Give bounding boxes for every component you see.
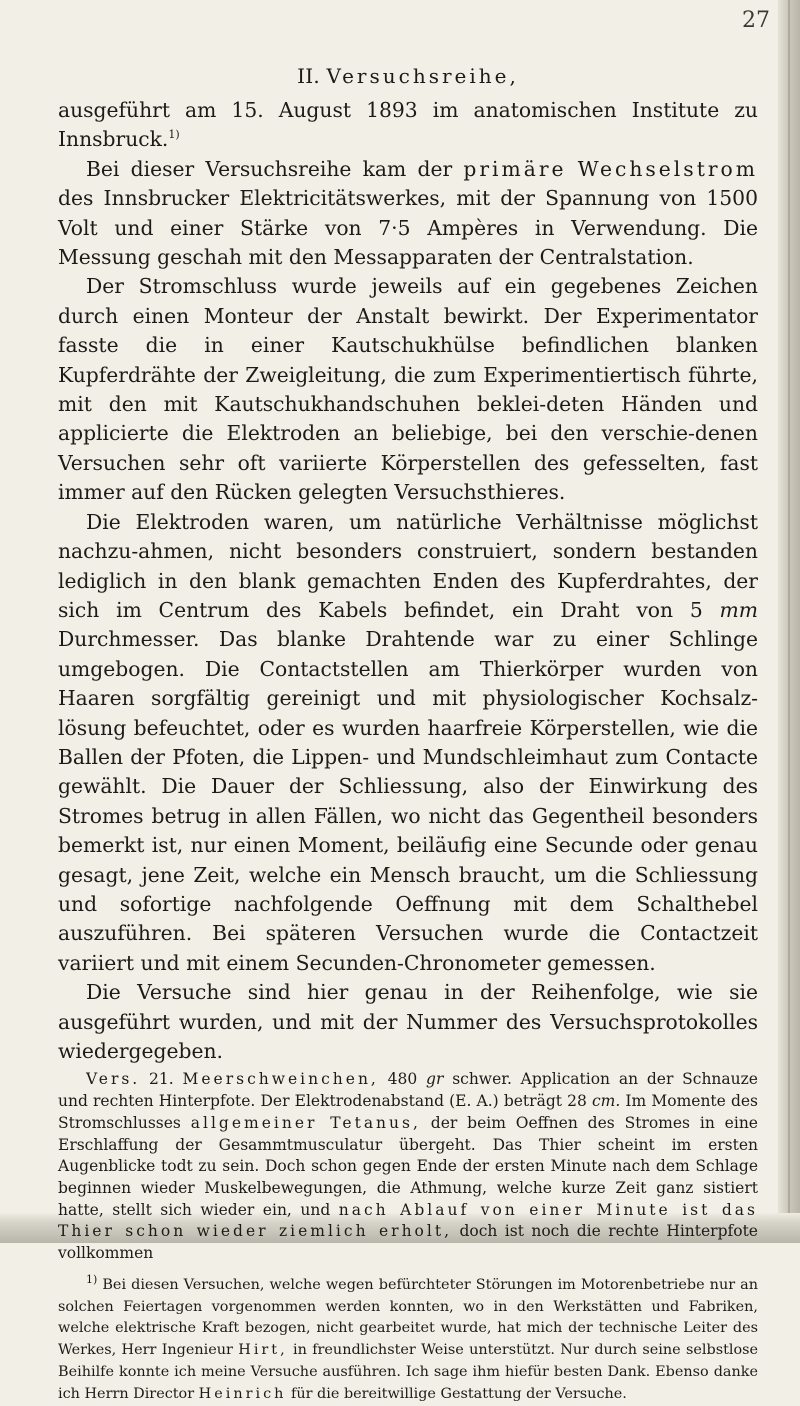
protocol-animal: Meerschweinchen,: [182, 1070, 379, 1089]
page-edge-line: [788, 0, 790, 1243]
page-number: 27: [742, 8, 770, 33]
paragraph-current-b: des Innsbrucker Elektricitätswerkes, mit der Spannung von 1500 Volt und einer Stärke von 7·5 Ampères in Verwendung. Die Messung geschah mit den Messapparaten der Centralstation.: [58, 186, 758, 270]
footnote-name-hirt: Hirt,: [238, 1342, 288, 1359]
paragraph-current-a: Bei dieser Versuchsreihe kam der: [86, 156, 453, 181]
protocol-weight: 480: [387, 1070, 418, 1089]
section-title: Versuchsreihe,: [326, 64, 519, 88]
unit-mm: mm: [719, 597, 758, 622]
paragraph-electrodes-a: Die Elektroden waren, um natürliche Verhältnisse möglichst nachzu-ahmen, nicht besonders construiert, sondern bestanden lediglich in den blank gemachten Enden des Kupferdrahtes, der sich im Centrum des Kabels befindet, ein Draht von 5: [58, 509, 758, 622]
protocol-text-b: Im Momente des Stromschlusses: [58, 1092, 759, 1132]
paragraph-electrodes-b: Durchmesser. Das blanke Drahtende war zu einer Schlinge umgebogen. Die Contactstellen am Thierkörper wurden von Haaren sorgfältig gereinigt und mit physiologischer Kochsalz-lösung befeuchtet, oder es wurden haarfreie Körperstellen, wie die Ballen der Pfoten, die Lippen- und Mundschleimhaut zum Contacte gewählt. Die Dauer der Schliessung, also der Einwirkung des Stromes betrug in allen Fällen, wo nicht das Gegentheil besonders bemerkt ist, nur einen Moment, beiläufig eine Secunde oder genau gesagt, jene Zeit, welche ein Mensch braucht, um die Schliessung und sofortige nachfolgende Oeffnung mit dem Schalthebel auszuführen. Bei späteren Versuchen wurde die Contactzeit variiert und mit einem Secunden-Chronometer gemessen.: [58, 627, 758, 975]
term-wechselstrom: Wechselstrom: [577, 156, 758, 181]
protocol-text-c: der beim Oeffnen des Stromes in eine Erschlaffung der Gesammtmusculatur übergeht. Das Thier scheint im ersten Augenblicke todt zu sein. Doch schon gegen Ende der ersten Minute nach dem Schlage beginnen wieder Muskelbewegungen, die Athmung, welche kurze Zeit ganz sistiert hatte, stellt sich wieder ein, und: [58, 1113, 758, 1219]
protocol-text-d: doch ist noch die rechte Hinterpfote vollkommen: [58, 1222, 758, 1263]
protocol-recovery: nach Ablauf von einer Minute ist das Thier schon wieder ziemlich erholt,: [58, 1200, 758, 1241]
section-heading: [58, 64, 758, 88]
paragraph-current: [58, 155, 758, 273]
term-primaer: primäre: [463, 156, 567, 181]
protocol-label: Vers.: [86, 1070, 141, 1089]
footnote-text-a: Bei diesen Versuchen, welche wegen befürchteter Störungen im Motorenbetriebe nur an solchen Feiertagen vorgenommen werden konnten, wo in den Werkstätten und Fabriken, welche elektrische Kraft bezogen, nicht gearbeitet wurde, hat mich der technische Leiter des Werkes, Herr Ingenieur: [58, 1276, 758, 1359]
footnote: [58, 1272, 759, 1406]
section-number: II.: [297, 64, 320, 88]
footnote-text-c: für die bereitwillige Gestattung der Versuche.: [291, 1385, 627, 1402]
paragraph-intro: [58, 96, 758, 155]
footnote-number: 1): [86, 1272, 98, 1286]
protocol-entry: [58, 1069, 758, 1264]
paragraph-order: Die Versuche sind hier genau in der Reihenfolge, wie sie ausgeführt wurden, und mit der Nummer des Versuchsprotokolles wiedergegeben.: [58, 980, 758, 1063]
footnote-marker: 1): [168, 128, 180, 142]
protocol-tetanus: allgemeiner Tetanus,: [190, 1113, 421, 1132]
protocol-number: 21.: [149, 1070, 174, 1089]
page-edge: [778, 0, 800, 1243]
paragraph-electrodes: [58, 508, 758, 979]
protocol-weight-unit: gr: [426, 1070, 444, 1089]
footnote-name-heinrich: Heinrich: [198, 1385, 287, 1402]
protocol-text-a: schwer. Application an der Schnauze und rechten Hinterpfote. Der Elektrodenabstand (E. A.) beträgt 28: [58, 1070, 758, 1111]
paragraph-procedure: Der Stromschluss wurde jeweils auf ein gegebenes Zeichen durch einen Monteur der Anstalt bewirkt. Der Experimentator fasste die in einer Kautschukhülse befindlichen blanken Kupferdrähte der Zweigleitung, die zum Experimentiertisch führte, mit den mit Kautschukhandschuhen beklei-deten Händen und applicierte die Elektroden an beliebige, bei den verschie-denen Versuchen sehr oft variierte Körperstellen des gefesselten, fast immer auf den Rücken gelegten Versuchsthieres.: [58, 274, 758, 505]
page-content: [58, 64, 758, 1406]
protocol-distance-unit: cm.: [591, 1092, 621, 1111]
footnote-text-b: in freundlichster Weise unterstützt. Nur durch seine selbstlose Beihilfe konnte ich meine Versuche ausführen. Ich sage ihm hiefür besten Dank. Ebenso danke ich Herrn Director: [58, 1342, 759, 1402]
paragraph-intro-text: ausgeführt am 15. August 1893 im anatomischen Institute zu Innsbruck.: [58, 98, 758, 152]
